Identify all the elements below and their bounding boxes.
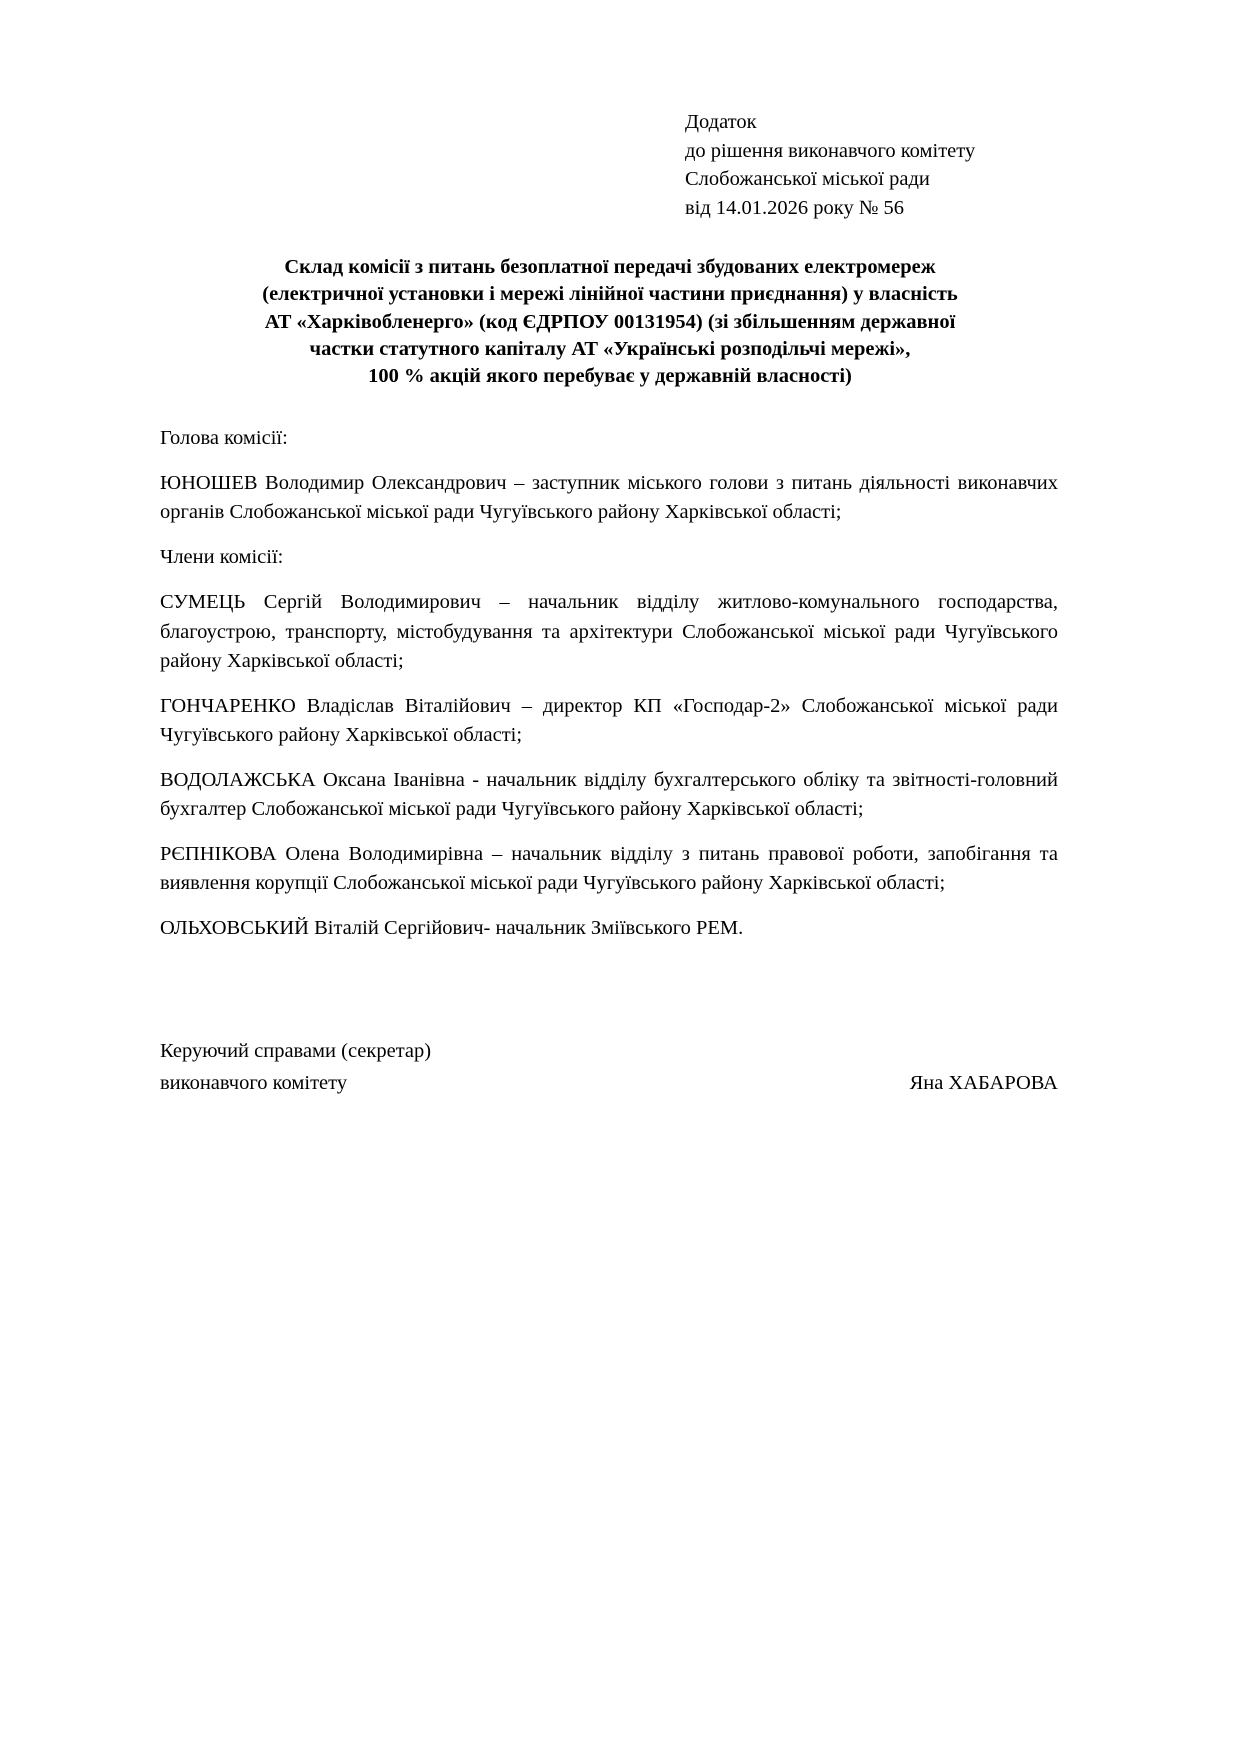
signature-block bbox=[160, 1036, 1058, 1100]
document-title-line: (електричної установки і мережі лінійної частини приєднання) у власність bbox=[262, 283, 958, 306]
signature-role-line: виконавчого комітету bbox=[160, 1071, 348, 1094]
document-title-line: Склад комісії з питань безоплатної передачі збудованих електромереж bbox=[284, 256, 936, 278]
appendix-reference-line: до рішення виконавчого комітету bbox=[685, 139, 976, 162]
appendix-reference-line: Слобожанської міської ради bbox=[685, 168, 930, 191]
commission-head-label: Голова комісії: bbox=[160, 427, 288, 449]
appendix-reference-block bbox=[685, 108, 975, 223]
member-paragraph: ВОДОЛАЖСЬКА Оксана Іванівна - начальник відділу бухгалтерського обліку та звітності-головний бухгалтер Слобожанської міської ради Чугуївського району Харківської області; bbox=[160, 768, 1058, 821]
member-paragraph: ОЛЬХОВСЬКИЙ Віталій Сергійович- начальник Зміївського РЕМ. bbox=[160, 917, 744, 940]
document-title-line: 100 % акцій якого перебуває у державній власності) bbox=[368, 365, 852, 387]
document-title bbox=[160, 254, 1060, 390]
appendix-reference-line: від 14.01.2026 року № 56 bbox=[685, 197, 905, 220]
commission-members-label: Члени комісії: bbox=[160, 546, 284, 569]
document-title-line: АТ «Харківобленерго» (код ЄДРПОУ 00131954) (зі збільшенням державної bbox=[264, 310, 956, 333]
commission-head-paragraph: ЮНОШЕВ Володимир Олександрович – заступник міського голови з питань діяльності виконавчих органів Слобожанської міської ради Чугуївського району Харківської області; bbox=[160, 472, 1058, 524]
member-paragraph: РЄПНІКОВА Олена Володимирівна – начальник відділу з питань правової роботи, запобігання та виявлення корупції Слобожанської міської ради Чугуївського району Харківської області; bbox=[160, 843, 1058, 895]
document-body bbox=[160, 424, 1058, 960]
appendix-reference-line: Додаток bbox=[685, 111, 757, 133]
document-title-line: частки статутного капіталу АТ «Українські розподільчі мережі», bbox=[309, 337, 911, 360]
member-paragraph: СУМЕЦЬ Сергій Володимирович – начальник відділу житлово-комунального господарства, благоустрою, транспорту, містобудування та архітектури Слобожанської міської ради Чугуївського району Харківської області; bbox=[160, 591, 1058, 672]
signatory-name: Яна ХАБАРОВА bbox=[909, 1071, 1058, 1094]
member-paragraph: ГОНЧАРЕНКО Владіслав Віталійович – директор КП «Господар-2» Слобожанської міської ради Чугуївського району Харківської області; bbox=[160, 694, 1058, 746]
signature-role-line: Керуючий справами (секретар) bbox=[160, 1040, 432, 1062]
